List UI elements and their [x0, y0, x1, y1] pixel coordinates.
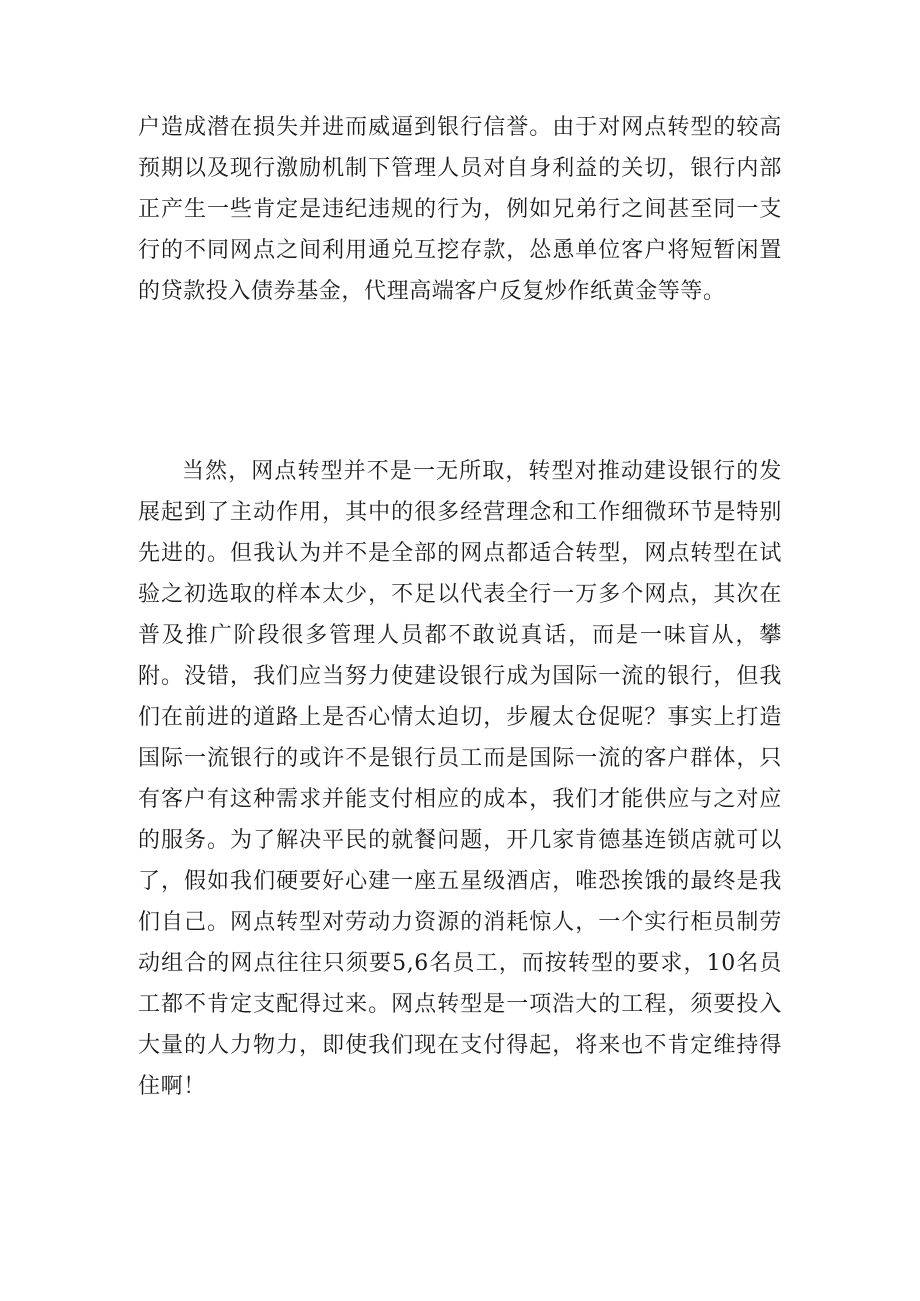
paragraph-body: 当然，网点转型并不是一无所取，转型对推动建设银行的发展起到了主动作用，其中的很多经营理念和工作细微环节是特别先进的。但我认为并不是全部的网点都适合转型，网点转型在试验之初选取的样本太少，不足以代表全行一万多个网点，其次在普及推广阶段很多管理人员都不敢说真话，而是一味盲从，攀附。没错，我们应当努力使建设银行成为国际一流的银行，但我们在前进的道路上是否心情太迫切，步履太仓促呢？事实上打造国际一流银行的或许不是银行员工而是国际一流的客户群体，只有客户有这种需求并能支付相应的成本，我们才能供应与之对应的服务。为了解决平民的就餐问题，开几家肯德基连锁店就可以了，假如我们硬要好心建一座五星级酒店，唯恐挨饿的最终是我们自己。网点转型对劳动力资源的消耗惊人，一个实行柜员制劳动组合的网点往往只须要5,6名员工，而按转型的要求，10名员工都不肯定支配得过来。网点转型是一项浩大的工程，须要投入大量的人力物力，即使我们现在支付得起，将来也不肯定维持得住啊！: [138, 459, 782, 1099]
paragraph-continuation: 户造成潜在损失并进而威逼到银行信誉。由于对网点转型的较高预期以及现行激励机制下管理人员对自身利益的关切，银行内部正产生一些肯定是违纪违规的行为，例如兄弟行之间甚至同一支行的不同网点之间利用通兑互挖存款，怂恿单位客户将短暂闲置的贷款投入债券基金，代理高端客户反复炒作纸黄金等等。: [138, 115, 782, 304]
